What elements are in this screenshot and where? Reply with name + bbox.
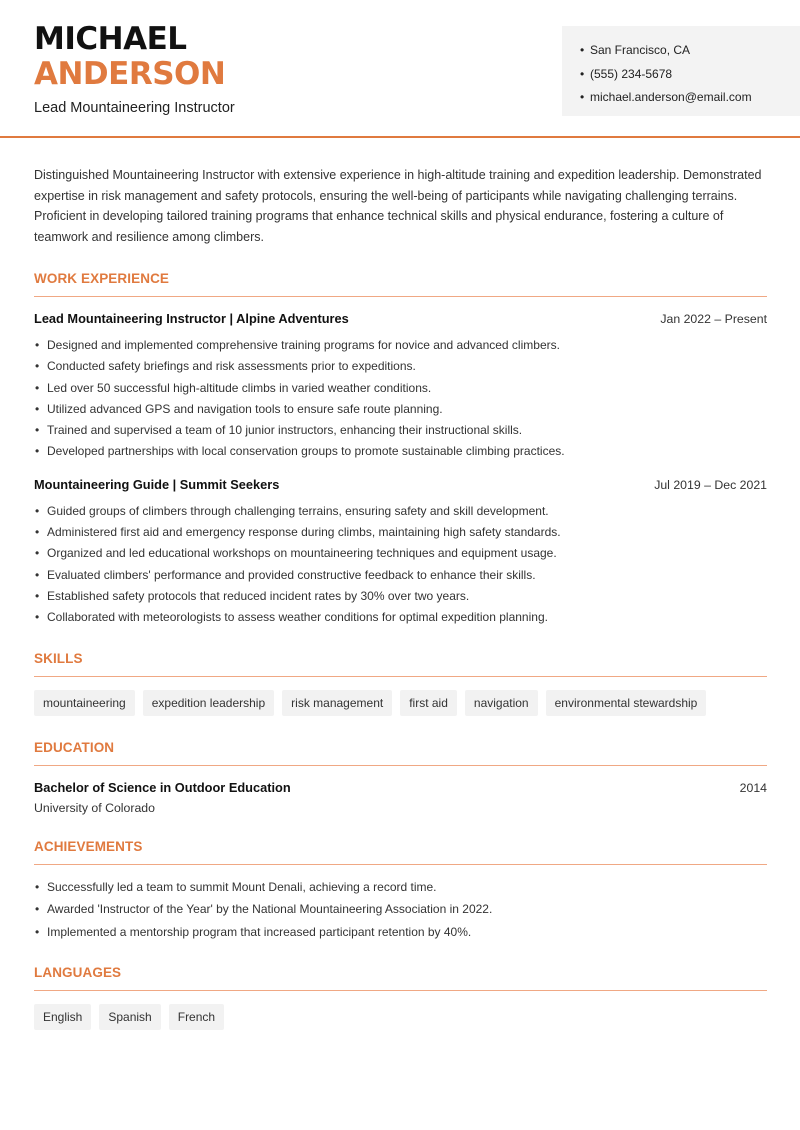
list-item: • Collaborated with meteorologists to assess weather conditions for optimal expedition planning. xyxy=(34,607,767,628)
job-title: Mountaineering Guide | Summit Seekers xyxy=(34,476,280,492)
list-item: • Organized and led educational workshops on mountaineering techniques and equipment usage. xyxy=(34,543,767,564)
language-tag: English xyxy=(34,1004,91,1030)
list-item: • Implemented a mentorship program that increased participant retention by 40%. xyxy=(34,921,767,944)
job-date: Jul 2019 – Dec 2021 xyxy=(654,477,767,492)
first-name: MICHAEL xyxy=(34,21,187,57)
skill-tag: mountaineering xyxy=(34,690,135,716)
last-name: ANDERSON xyxy=(34,56,226,92)
language-tag: French xyxy=(169,1004,224,1030)
section-title: EDUCATION xyxy=(34,740,767,766)
skill-tag: risk management xyxy=(282,690,392,716)
section-achievements xyxy=(34,839,767,944)
job-entry xyxy=(34,311,767,463)
section-title: ACHIEVEMENTS xyxy=(34,839,767,865)
job-title: Lead Mountaineering Instructor | Alpine Adventures xyxy=(34,311,349,326)
list-item: • Guided groups of climbers through challenging terrains, ensuring safety and skill development. xyxy=(34,501,767,522)
contact-box xyxy=(562,26,800,116)
list-item: • Established safety protocols that reduced incident rates by 30% over two years. xyxy=(34,586,767,607)
school-name: University of Colorado xyxy=(34,800,155,815)
skill-tags xyxy=(34,690,767,716)
job-role: Lead Mountaineering Instructor xyxy=(34,100,235,116)
section-languages xyxy=(34,965,767,1030)
section-education xyxy=(34,740,767,815)
section-work-experience xyxy=(34,271,767,629)
list-item: • Successfully led a team to summit Mount Denali, achieving a record time. xyxy=(34,876,767,899)
list-item: • Administered first aid and emergency response during climbs, maintaining high safety standards. xyxy=(34,522,767,543)
section-title: SKILLS xyxy=(34,651,767,677)
list-item: • Awarded 'Instructor of the Year' by the National Mountaineering Association in 2022. xyxy=(34,898,767,921)
list-item: • Utilized advanced GPS and navigation tools to ensure safe route planning. xyxy=(34,399,767,420)
section-title: WORK EXPERIENCE xyxy=(34,271,767,297)
summary-text: Distinguished Mountaineering Instructor with extensive experience in high-altitude training and expedition leadership. Demonstrated expertise in risk management and safety protocols, ensuring the well-being of participants while navigating challenging terrains. Proficient in developing tailored training programs that enhance technical skills and physical endurance, fostering a culture of teamwork and resilience among climbers. xyxy=(34,168,762,244)
degree-title: Bachelor of Science in Outdoor Education xyxy=(34,779,291,795)
list-item: • Developed partnerships with local conservation groups to promote sustainable climbing practices. xyxy=(34,441,767,462)
section-title: LANGUAGES xyxy=(34,965,767,991)
resume-body xyxy=(34,165,767,1030)
list-item: • Designed and implemented comprehensive training programs for novice and advanced climbers. xyxy=(34,335,767,356)
list-item: • Trained and supervised a team of 10 junior instructors, enhancing their instructional skills. xyxy=(34,420,767,441)
list-item: • Evaluated climbers' performance and provided constructive feedback to enhance their skills. xyxy=(34,565,767,586)
skill-tag: environmental stewardship xyxy=(546,690,707,716)
contact-email: • michael.anderson@email.com xyxy=(580,86,800,110)
list-item: • Led over 50 successful high-altitude climbs in varied weather conditions. xyxy=(34,378,767,399)
section-skills xyxy=(34,651,767,716)
contact-phone: • (555) 234-5678 xyxy=(580,63,800,87)
graduation-year: 2014 xyxy=(739,780,767,795)
skill-tag: expedition leadership xyxy=(143,690,274,716)
contact-location: • San Francisco, CA xyxy=(580,39,800,63)
job-entry xyxy=(34,477,767,629)
language-tags xyxy=(34,1004,767,1030)
list-item: • Conducted safety briefings and risk assessments prior to expeditions. xyxy=(34,356,767,377)
skill-tag: first aid xyxy=(400,690,457,716)
skill-tag: navigation xyxy=(465,690,538,716)
full-name xyxy=(34,22,225,92)
resume-header xyxy=(0,0,800,138)
job-date: Jan 2022 – Present xyxy=(660,312,767,326)
language-tag: Spanish xyxy=(99,1004,160,1030)
